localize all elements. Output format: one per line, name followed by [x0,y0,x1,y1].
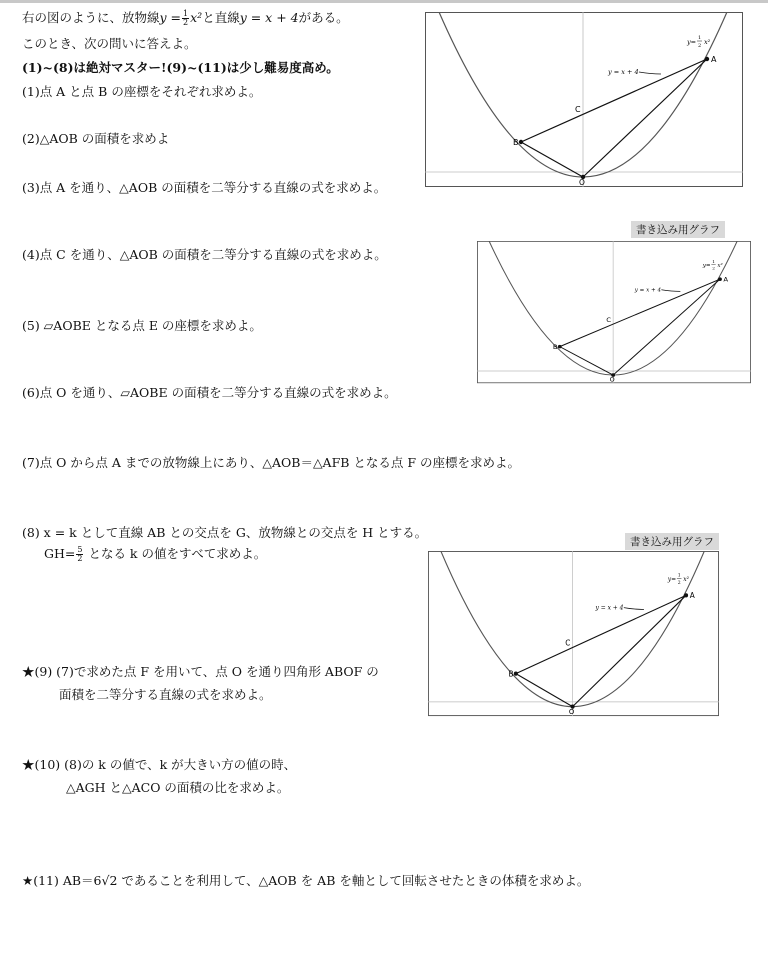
point-a-label: A [689,591,695,601]
question-10-line-1: ★(10) (8)の k の値で、k が大きい方の値の時、 [22,757,297,772]
fraction [76,546,83,563]
point-o-label: O [568,708,575,717]
intro-text: 右の図のように、放物線 [22,10,160,25]
point-a-marker [684,593,688,597]
fraction-numerator: 5 [77,545,83,554]
parabola-label-rhs: x² [717,263,723,269]
top-border [0,0,768,3]
question-5: (5) ▱AOBE となる点 E の座標を求めよ。 [22,318,262,333]
point-b-marker [558,345,562,349]
question-10-line-2: △AGH と△ACO の面積の比を求めよ。 [66,780,290,795]
point-b-label: B [513,138,519,147]
intro-line-3: (1)~(8)は絶対マスター!(9)~(11)は少し難易度高め。 [22,60,339,75]
writing-graph-caption: 書き込み用グラフ [631,221,725,238]
parabola-label-den: 2 [698,43,702,49]
question-8-line-1: (8) x = k として直線 AB との交点を G、放物線との交点を H とする。 [22,525,428,540]
parabola-lhs: y = [159,10,182,25]
intro-text: と直線 [202,10,240,25]
question-9-line-2: 面積を二等分する直線の式を求めよ。 [59,687,272,702]
graph-writing-2 [428,551,719,717]
parabola-label-den: 2 [712,265,715,271]
question-2: (2)△AOB の面積を求めよ [22,131,170,146]
point-a-marker [705,57,709,61]
line-equation: y = x + 4 [239,10,299,25]
parabola-label-lhs: y= [687,38,697,46]
line-equation-label: y = x + 4 [608,68,639,76]
line-equation-label: y = x + 4 [634,287,662,294]
q8-text: GH= [44,546,76,561]
question-11: ★(11) AB＝6√2 であることを利用して、△AOB を AB を軸として回転させたときの体積を求めよ。 [22,873,590,888]
point-b-label: B [552,343,558,352]
parabola-label-num: 1 [677,573,681,579]
graph-main-svg [425,12,743,188]
point-b-label: B [508,669,514,679]
parabola-label-num: 1 [712,259,715,264]
intro-text: がある。 [298,10,349,25]
intro-line-2: このとき、次の問いに答えよ。 [22,36,197,51]
point-c-label: C [565,638,571,648]
intro-line-1 [22,10,349,27]
point-o-label: O [579,178,585,187]
question-7: (7)点 O から点 A までの放物線上にあり、△AOB＝△AFB となる点 F の座標を求めよ。 [22,455,521,470]
point-c-label: C [606,316,612,325]
question-3: (3)点 A を通り、△AOB の面積を二等分する直線の式を求めよ。 [22,180,387,195]
parabola-label-num: 1 [698,35,702,41]
graph-main [425,12,743,188]
question-1: (1)点 A と点 B の座標をそれぞれ求めよ。 [22,84,262,99]
parabola-label-lhs: y= [667,576,677,584]
line-equation-label: y = x + 4 [595,604,624,612]
parabola-label-rhs: x² [704,38,711,46]
question-8-line-2 [44,546,266,563]
parabola-rhs: x² [190,10,203,25]
graph-writing-1 [477,241,751,384]
point-o-label: O [609,376,615,384]
question-4: (4)点 C を通り、△AOB の面積を二等分する直線の式を求めよ。 [22,247,387,262]
parabola-label-lhs: y= [702,263,711,269]
parabola-label-rhs: x² [683,576,690,584]
point-a-marker [718,277,722,281]
point-b-marker [514,672,518,676]
writing-graph-caption: 書き込み用グラフ [625,533,719,550]
fraction [182,10,189,27]
question-9-line-1: ★(9) (7)で求めた点 F を用いて、点 O を通り四角形 ABOF の [22,664,379,679]
q8-text: となる k の値をすべて求めよ。 [84,546,267,561]
point-a-label: A [711,55,717,64]
parabola-label-den: 2 [677,580,681,587]
point-c-label: C [575,105,581,114]
fraction-denominator: 2 [183,18,189,27]
fraction-denominator: 2 [77,554,83,563]
question-6: (6)点 O を通り、▱AOBE の面積を二等分する直線の式を求めよ。 [22,385,397,400]
fraction-numerator: 1 [183,9,189,18]
point-b-marker [519,140,523,144]
point-a-label: A [723,275,729,284]
graph-writing-1-svg [477,241,751,384]
graph-writing-2-svg [428,551,719,717]
